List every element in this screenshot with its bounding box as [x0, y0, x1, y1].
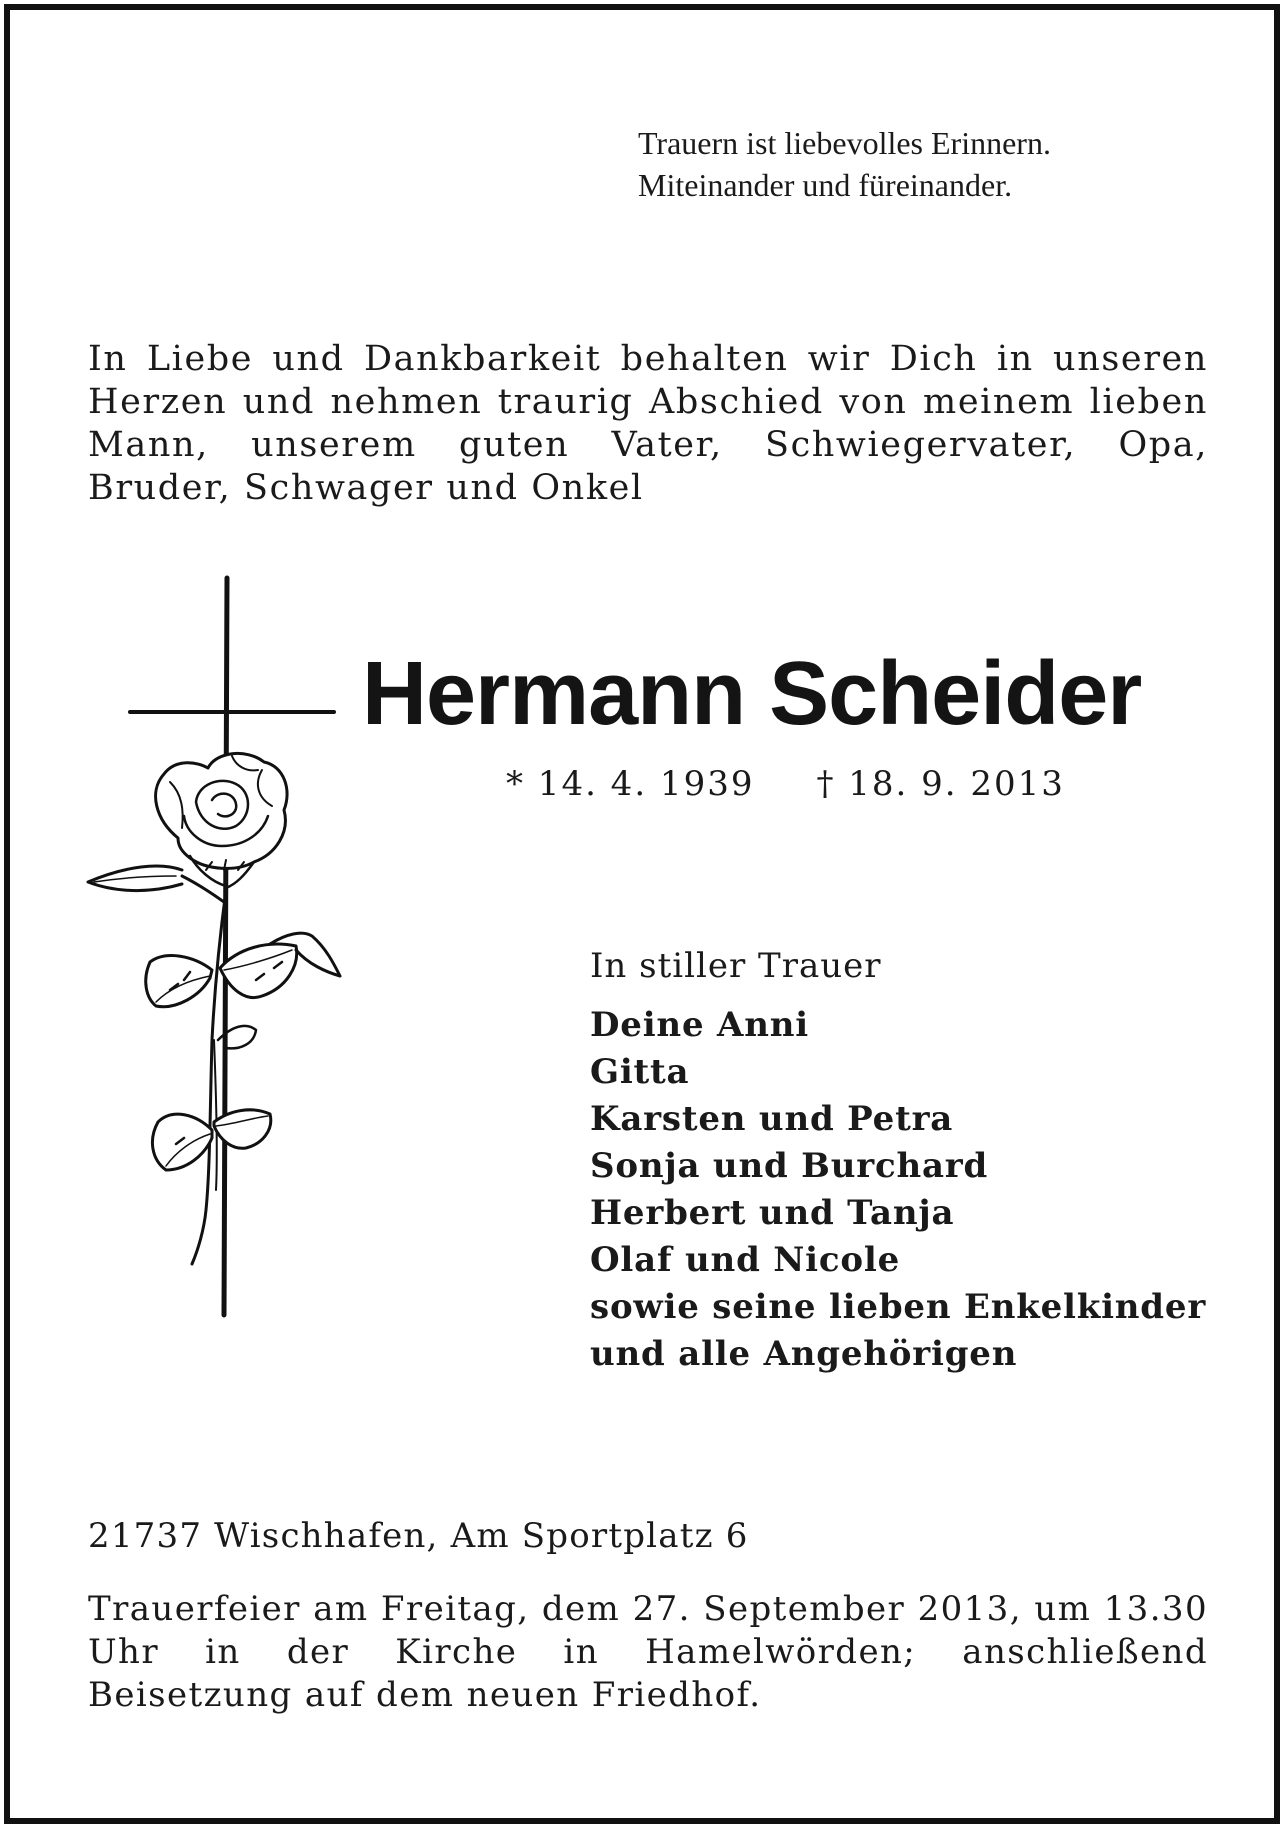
mourner-name: Karsten und Petra [590, 1099, 954, 1139]
mourners-list [590, 1002, 1206, 1378]
life-dates [506, 762, 1065, 806]
mourners-block [590, 942, 1206, 1378]
cross-with-rose-icon [86, 570, 356, 1320]
family-address: 21737 Wischhafen, Am Sportplatz 6 [88, 1516, 749, 1556]
deceased-name: Hermann Scheider [362, 644, 1142, 744]
obituary-notice [4, 4, 1280, 1824]
birth-date: * 14. 4. 1939 [506, 764, 755, 804]
mourner-name: und alle Angehörigen [590, 1334, 1018, 1374]
mourner-name: sowie seine lieben Enkelkinder [590, 1287, 1207, 1327]
motto-line: Miteinander und füreinander. [638, 167, 1013, 203]
motto [638, 122, 1051, 206]
funeral-service-text: Trauerfeier am Freitag, dem 27. September 2013, um 13.30 Uhr in der Kirche in Hamelwörden; anschließend Beisetzung auf dem neuen Friedhof. [88, 1589, 1208, 1715]
mourner-name: Sonja und Burchard [590, 1146, 989, 1186]
intro-text: In Liebe und Dankbarkeit behalten wir Dich in unseren Herzen und nehmen traurig Abschied von meinem lieben Mann, unserem guten Vater, Schwiegervater, Opa, Bruder, Schwager und Onkel [88, 339, 1208, 508]
mourner-name: Gitta [590, 1052, 690, 1092]
mourner-name: Deine Anni [590, 1005, 809, 1045]
motto-line: Trauern ist liebevolles Erinnern. [638, 125, 1051, 161]
mourner-name: Herbert und Tanja [590, 1193, 955, 1233]
mourner-name: Olaf und Nicole [590, 1240, 900, 1280]
death-date: † 18. 9. 2013 [816, 764, 1065, 804]
mourners-lead: In stiller Trauer [590, 946, 882, 986]
